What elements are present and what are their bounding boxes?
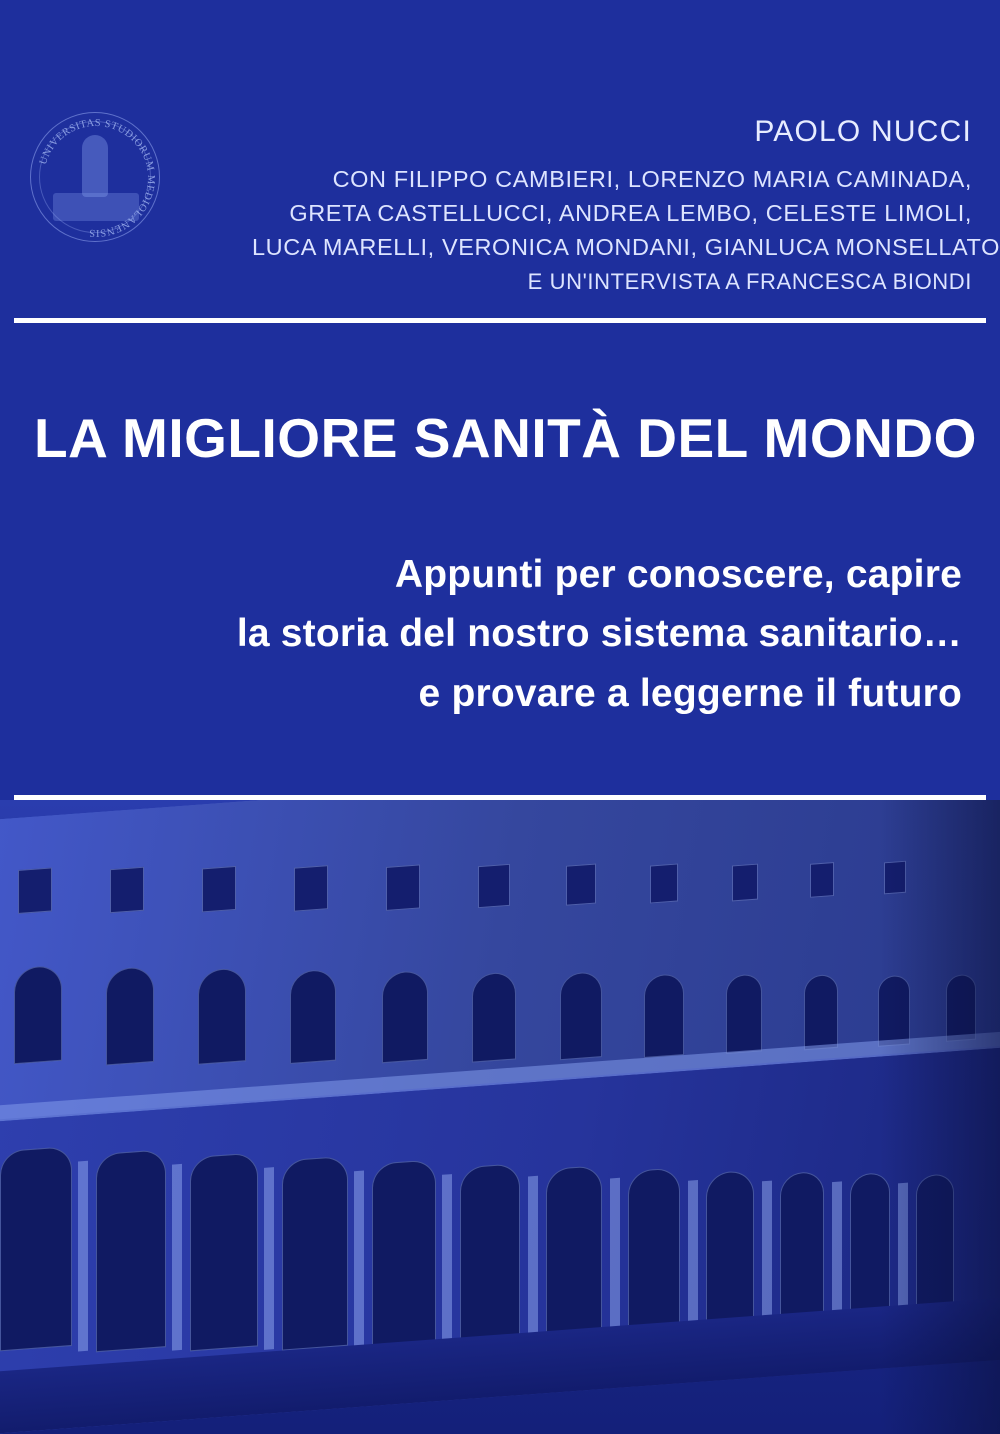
- subtitle-line-1: Appunti per conoscere, capire: [394, 553, 962, 596]
- arcade-arch: [706, 1170, 754, 1336]
- subtitle-line-3: e provare a leggerne il futuro: [418, 671, 962, 715]
- column: [610, 1178, 620, 1339]
- window: [810, 862, 834, 898]
- author-main-name: PAOLO NUCCI: [754, 115, 972, 148]
- column: [354, 1171, 364, 1350]
- arched-window: [726, 973, 762, 1054]
- author-block: [252, 112, 1000, 299]
- column: [78, 1161, 88, 1352]
- seal-ring-text-icon: [31, 113, 161, 243]
- university-seal-icon: [30, 112, 160, 242]
- arcade-arch: [460, 1163, 520, 1347]
- arcade-arch: [780, 1171, 824, 1330]
- arched-window: [804, 974, 838, 1050]
- window: [478, 864, 510, 908]
- window: [18, 867, 52, 913]
- arcade-arch: [546, 1165, 602, 1343]
- window: [566, 863, 596, 905]
- arcade-arch: [0, 1146, 72, 1351]
- arcade-arch: [96, 1149, 166, 1352]
- author-line-2: GRETA CASTELLUCCI, ANDREA LEMBO, CELESTE LIMOLI,: [289, 200, 972, 227]
- column: [442, 1174, 452, 1347]
- window: [732, 864, 758, 902]
- cover-photograph: [0, 800, 1000, 1434]
- author-line-3: LUCA MARELLI, VERONICA MONDANI, GIANLUCA MONSELLATO: [252, 234, 1000, 261]
- arched-window: [382, 970, 428, 1063]
- arched-window: [14, 965, 62, 1065]
- author-line-1: CON FILIPPO CAMBIERI, LORENZO MARIA CAMINADA,: [332, 165, 972, 192]
- page-title: LA MIGLIORE SANITÀ DEL MONDO: [34, 407, 977, 469]
- column: [688, 1180, 698, 1335]
- building-facade: [0, 800, 1000, 1434]
- column: [762, 1181, 772, 1332]
- title-block: [0, 323, 1000, 795]
- arched-window: [472, 971, 516, 1062]
- arched-window: [106, 966, 154, 1066]
- interview-credit-line: E UN'INTERVISTA A FRANCESCA BIONDI: [527, 268, 972, 294]
- window: [386, 864, 420, 910]
- svg-text:UNIVERSITAS STUDIORUM MEDIOLAN: UNIVERSITAS STUDIORUM MEDIOLANENSIS: [37, 117, 157, 239]
- window: [650, 863, 678, 903]
- column: [528, 1176, 538, 1343]
- column: [832, 1181, 842, 1328]
- window: [110, 867, 144, 913]
- arched-window: [560, 971, 602, 1060]
- subtitle-block: [162, 545, 962, 723]
- window: [294, 865, 328, 911]
- window: [202, 866, 236, 912]
- arched-window: [290, 969, 336, 1064]
- column: [172, 1164, 182, 1351]
- subtitle-line-2: la storia del nostro sistema sanitario…: [236, 612, 962, 656]
- arcade-arch: [372, 1159, 436, 1350]
- cover-header: [0, 0, 1000, 318]
- arched-window: [644, 973, 684, 1058]
- arched-window: [198, 967, 246, 1065]
- upper-window-row: [0, 800, 1000, 872]
- arcade-arch: [628, 1167, 680, 1339]
- historic-building-image: [0, 820, 1000, 1434]
- arcade-arch: [190, 1152, 258, 1351]
- photo-vignette: [880, 800, 1000, 1434]
- arcade-arch: [282, 1156, 348, 1351]
- column: [264, 1167, 274, 1350]
